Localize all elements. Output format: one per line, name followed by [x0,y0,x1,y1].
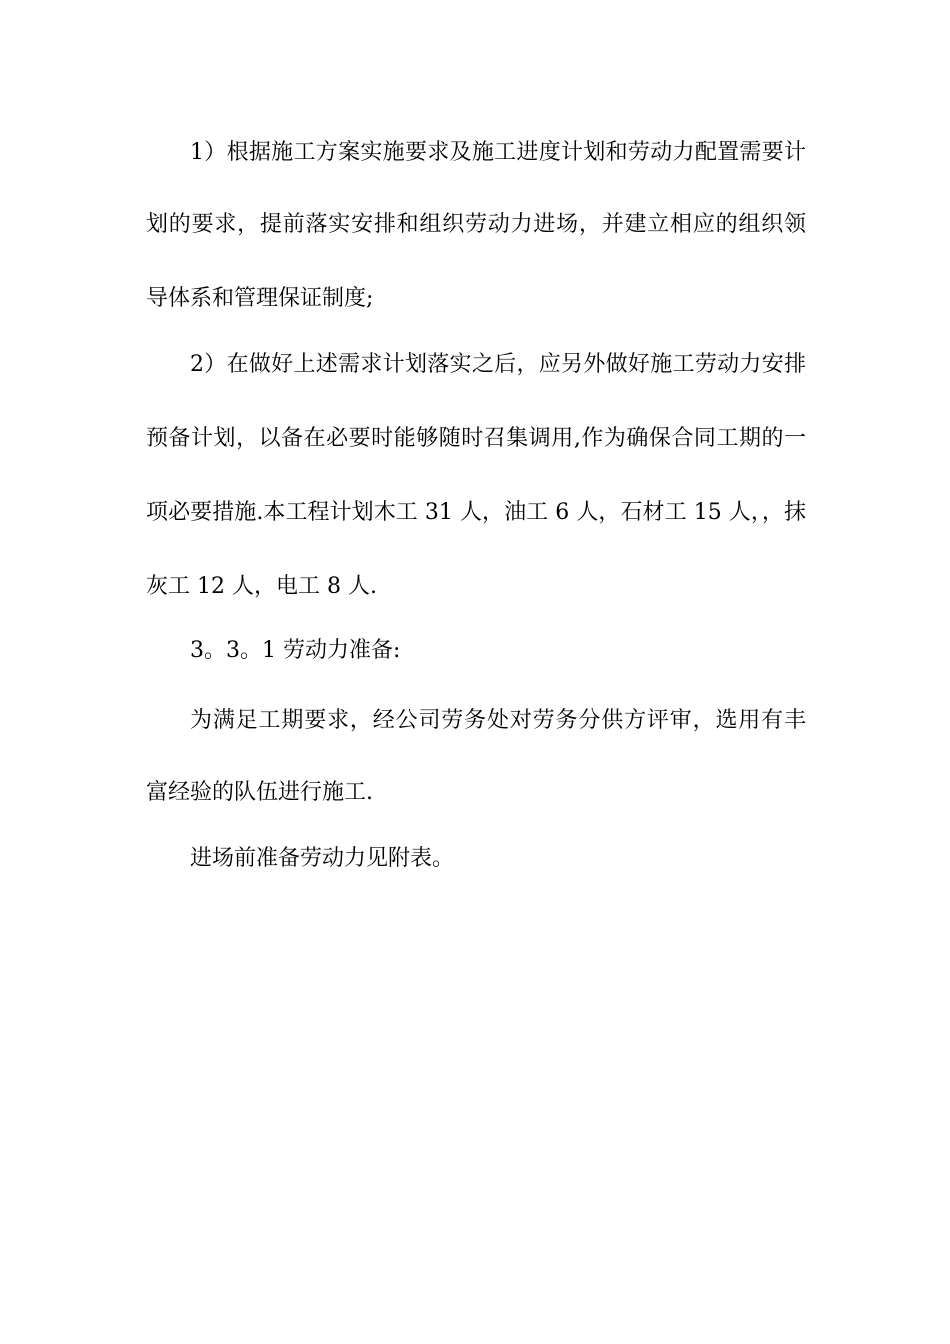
paragraph-2-line-2: 预备计划，以备在必要时能够随时召集调用,作为确保合同工期的一 [146,426,806,451]
paragraph-1-line-1: 1）根据施工方案实施要求及施工进度计划和劳动力配置需要计 [190,140,806,165]
paragraph-3-line-1: 为满足工期要求，经公司劳务处对劳务分供方评审，选用有丰 [190,708,806,733]
paragraph-4: 进场前准备劳动力见附表。 [190,846,455,871]
paragraph-3-line-2: 富经验的队伍进行施工. [146,780,373,805]
paragraph-1-line-2: 划的要求，提前落实安排和组织劳动力进场，并建立相应的组织领 [146,212,806,237]
paragraph-2-line-1: 2）在做好上述需求计划落实之后，应另外做好施工劳动力安排 [190,352,806,377]
paragraph-2-line-3: 项必要措施.本工程计划木工 31 人，油工 6 人，石材工 15 人，，抹 [146,500,806,525]
section-heading: 3。3。1 劳动力准备: [190,638,401,663]
paragraph-2-line-4: 灰工 12 人，电工 8 人. [146,574,377,599]
paragraph-1-line-3: 导体系和管理保证制度; [146,286,374,311]
